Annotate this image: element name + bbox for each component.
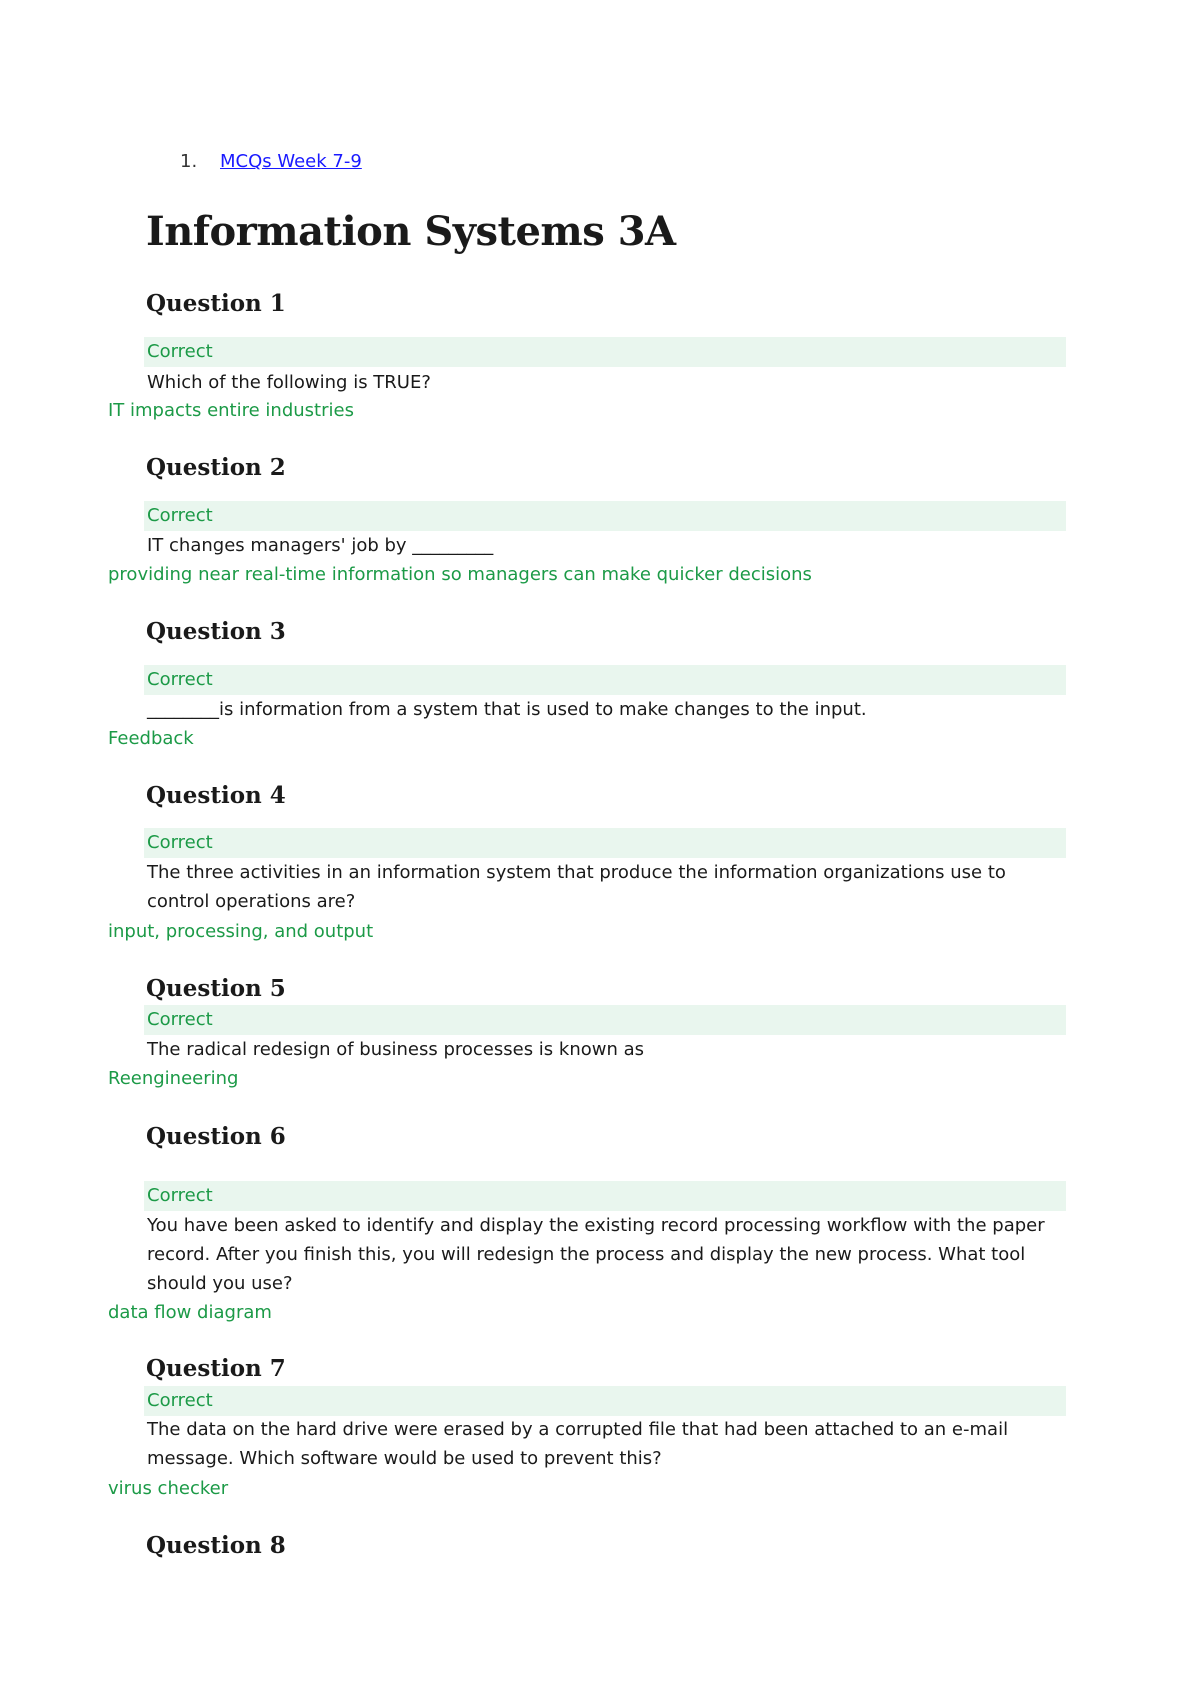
question-heading: Question 2: [146, 454, 286, 481]
status-badge: Correct: [144, 501, 1066, 531]
question-text: The data on the hard drive were erased by a corrupted file that had been attached to an e-mail message. Which software would be used to prevent this?: [147, 1419, 1009, 1469]
question-heading: Question 5: [146, 975, 286, 1002]
question-heading: Question 6: [146, 1123, 286, 1150]
question-heading: Question 4: [146, 782, 286, 809]
question-text: ________is information from a system that is used to make changes to the input.: [147, 699, 867, 720]
status-badge: Correct: [144, 1386, 1066, 1416]
breadcrumb: [180, 150, 362, 174]
correct-answer: Feedback: [108, 728, 194, 749]
breadcrumb-link[interactable]: MCQs Week 7-9: [220, 151, 362, 172]
correct-answer: providing near real-time information so managers can make quicker decisions: [108, 564, 812, 585]
list-number: 1.: [180, 151, 198, 172]
question-text: The three activities in an information system that produce the information organizations use to control operations are?: [147, 862, 1006, 912]
question-heading: Question 1: [146, 290, 286, 317]
question-text: Which of the following is TRUE?: [147, 372, 431, 393]
correct-answer: data flow diagram: [108, 1302, 272, 1323]
status-badge: Correct: [144, 828, 1066, 858]
correct-answer: input, processing, and output: [108, 921, 374, 942]
status-badge: Correct: [144, 1181, 1066, 1211]
page-title: Information Systems 3A: [146, 208, 676, 255]
question-text: The radical redesign of business processes is known as: [147, 1039, 645, 1060]
status-badge: Correct: [144, 337, 1066, 367]
correct-answer: IT impacts entire industries: [108, 400, 354, 421]
status-badge: Correct: [144, 1005, 1066, 1035]
question-text: IT changes managers' job by _________: [147, 535, 494, 556]
question-heading: Question 7: [146, 1355, 286, 1382]
question-text: You have been asked to identify and display the existing record processing workflow with the paper record. After you finish this, you will redesign the process and display the new process. What tool should you use?: [147, 1215, 1045, 1294]
correct-answer: Reengineering: [108, 1068, 239, 1089]
correct-answer: virus checker: [108, 1478, 229, 1499]
question-heading: Question 3: [146, 618, 286, 645]
question-heading: Question 8: [146, 1532, 286, 1559]
status-badge: Correct: [144, 665, 1066, 695]
